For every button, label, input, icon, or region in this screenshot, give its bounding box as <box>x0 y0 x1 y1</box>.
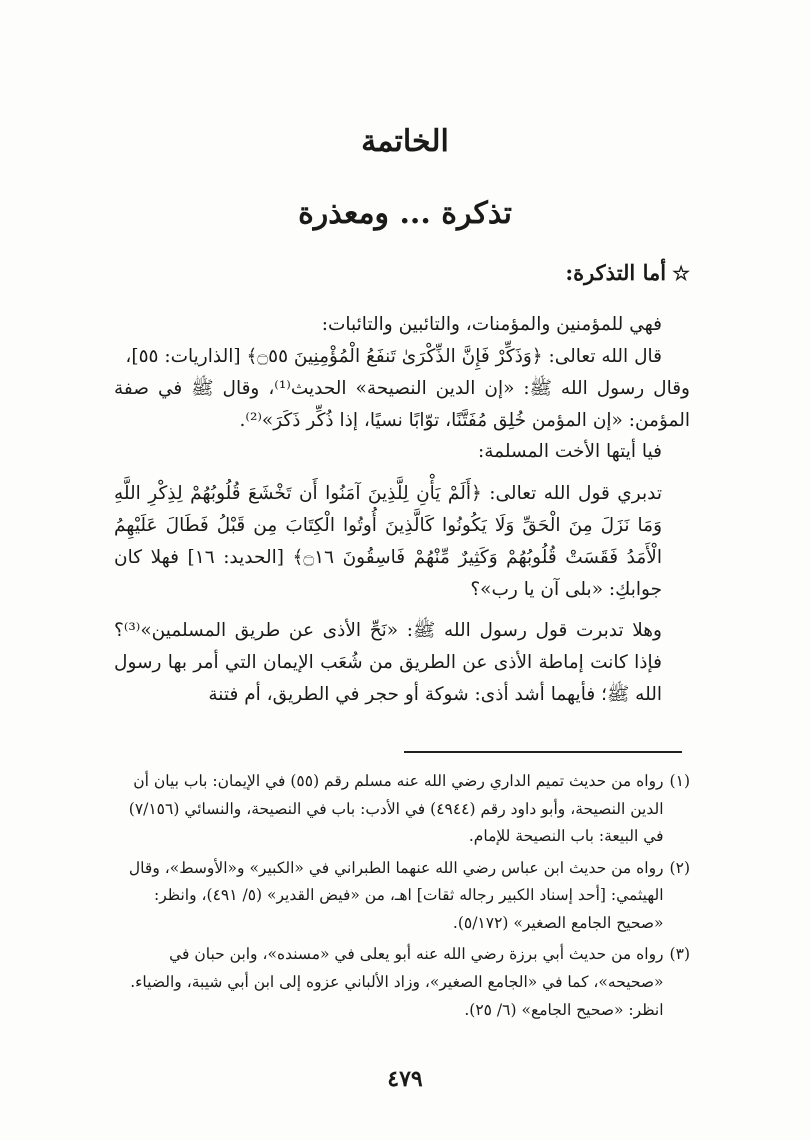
paragraph: وقال رسول الله ﷺ: «إن الدين النصيحة» الحديث⁽¹⁾، وقال ﷺ في صفة المؤمن: «إن المؤمن خُلِق مُفَتَّنًا، توّابًا نسيًا، إذا ذُكِّر ذَكَرَ»⁽²⁾. <box>114 377 690 431</box>
footnote-text: رواه من حديث ابن عباس رضي الله عنهما الطبراني في «الكبير» و«الأوسط»، وقال الهيثمي: [أحد إسناد الكبير رجاله ثقات] اهـ، من «فيض القدير» (٥/ ٤٩١)، وانظر: «صحيح الجامع الصغير» (٥/١٧٢). <box>128 858 664 932</box>
paragraph: فيا أيتها الأخت المسلمة: <box>478 441 662 463</box>
footnote-text: رواه من حديث أبي برزة رضي الله عنه أبو يعلى في «مسنده»، وابن حبان في «صحيحه»، كما في «الجامع الصغير»، وزاد الألباني عزوه إلى ابن أبي شيبة، والضياء. انظر: «صحيح الجامع» (٦/ ٢٥). <box>130 945 664 1019</box>
main-text <box>114 255 690 711</box>
footnote-text: رواه من حديث تميم الداري رضي الله عنه مسلم رقم (٥٥) في الإيمان: باب بيان أن الدين النصيحة، وأبو داود رقم (٤٩٤٤) في الأدب: باب في النصيحة، والنسائي (٧/١٥٦) في البيعة: باب النصيحة للإمام. <box>128 772 664 846</box>
paragraph: وهلا تدبرت قول رسول الله ﷺ: «نَحِّ الأذى عن طريق المسلمين»⁽³⁾؟ فإذا كانت إماطة الأذى عن الطريق من شُعَب الإيمان التي أمر بها رسول الله ﷺ؛ فأيهما أشد أذى: شوكة أو حجر في الطريق، أم فتنة <box>114 620 662 706</box>
chapter-subtitle: تذكرة ... ومعذرة <box>298 196 512 231</box>
paragraph: فهي للمؤمنين والمؤمنات، والتائبين والتائبات: <box>321 314 662 336</box>
section-heading-text: أما التذكرة: <box>565 260 667 285</box>
footnotes <box>114 768 690 1028</box>
section-heading <box>114 255 690 291</box>
footnote-divider <box>404 751 682 753</box>
star-icon: ☆ <box>672 260 690 285</box>
chapter-title: الخاتمة <box>361 124 449 159</box>
footnote <box>114 941 690 1024</box>
footnote <box>114 768 690 851</box>
paragraph: قال الله تعالى: ﴿وَذَكِّرْ فَإِنَّ الذِّكْرَىٰ تَنفَعُ الْمُؤْمِنِينَ ۝٥٥﴾ [الذاريات: ٥٥]، <box>125 345 662 367</box>
footnote <box>114 855 690 938</box>
page-number: ٤٧٩ <box>387 1066 423 1092</box>
footnote-number: (٢) <box>669 858 690 877</box>
paragraph: تدبري قول الله تعالى: ﴿أَلَمْ يَأْنِ لِلَّذِينَ آمَنُوا أَن تَخْشَعَ قُلُوبُهُمْ لِذِكْرِ اللَّهِ وَمَا نَزَلَ مِنَ الْحَقِّ وَلَا يَكُونُوا كَالَّذِينَ أُوتُوا الْكِتَابَ مِن قَبْلُ فَطَالَ عَلَيْهِمُ الْأَمَدُ فَقَسَتْ قُلُوبُهُمْ وَكَثِيرٌ مِّنْهُمْ فَاسِقُونَ ۝١٦﴾ [الحديد: ١٦] فهلا كان جوابكِ: «بلى آن يا رب»؟ <box>114 483 662 600</box>
footnote-number: (٣) <box>669 945 690 964</box>
footnote-number: (١) <box>669 772 690 790</box>
